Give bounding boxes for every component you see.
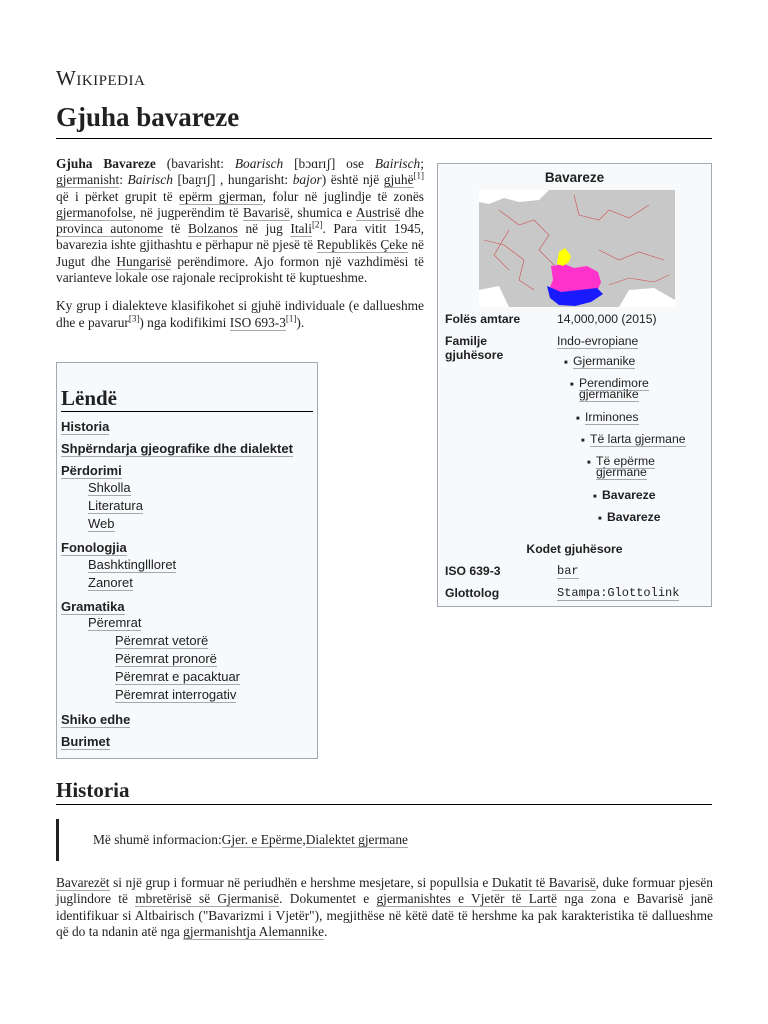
toc-item-gramatika[interactable]: Gramatika [61, 599, 125, 614]
hatnote-link-gjer-eperme[interactable]: Gjer. e Epërme [221, 832, 303, 847]
toc-item-web[interactable]: Web [88, 516, 115, 531]
link-bavarise[interactable]: Bavarisë [242, 204, 290, 220]
citation-2[interactable]: [2] [311, 219, 323, 230]
toc-item-peremrat-vetore[interactable]: Përemrat vetorë [115, 633, 209, 648]
codes-header: Kodet gjuhësore [526, 542, 623, 556]
toc-item-fonologjia[interactable]: Fonologjia [61, 540, 127, 555]
link-eperm-gjerman[interactable]: epërm gjerman [179, 188, 263, 204]
family-tree-item[interactable]: ■ Irminones [585, 412, 639, 423]
intro-paragraph-2: Ky grup i dialekteve klasifikohet si gjuhë individuale (e dallueshme dhe e pavarur[3]) nga kodifikimi ISO 693-3[1]). [56, 298, 424, 330]
toc-item-peremrat[interactable]: Përemrat [88, 615, 142, 630]
link-gjermanishtes-vjeter-larte[interactable]: gjermanishtes e Vjetër të Lartë [376, 891, 557, 907]
link-bavarezet[interactable]: Bavarezët [56, 875, 110, 890]
link-itali[interactable]: Itali [290, 221, 312, 237]
page-title: Gjuha bavareze [56, 102, 240, 132]
link-gjermanofolse[interactable]: gjermanofolse [56, 204, 133, 220]
hatnote [56, 819, 408, 861]
infobox-row-family [445, 334, 704, 534]
family-tree-item[interactable]: ■ Perendimore gjermanike [579, 378, 699, 400]
link-gjuhe[interactable]: gjuhë [383, 172, 414, 188]
family-tree-item: ■ Bavareze [607, 512, 661, 523]
iso-label[interactable]: ISO 639-3 [445, 564, 501, 578]
toc-item-peremrat-pacaktuar[interactable]: Përemrat e pacaktuar [115, 669, 241, 684]
toc-item-perdorimi[interactable]: Përdorimi [61, 463, 122, 478]
link-bolzanos[interactable]: Bolzanos [188, 221, 238, 237]
family-tree-item: ■ Bavareze [602, 490, 656, 501]
article-subject: Gjuha Bavareze [56, 156, 156, 171]
toc-item-literatura[interactable]: Literatura [88, 498, 143, 513]
link-hungarise[interactable]: Hungarisë [116, 253, 172, 269]
citation-1[interactable]: [1] [413, 170, 425, 181]
title-divider [56, 138, 712, 139]
toc-item-bashktingllloret[interactable]: Bashktingllloret [88, 557, 177, 572]
toc-item-zanoret[interactable]: Zanoret [88, 575, 133, 590]
language-infobox [437, 163, 712, 607]
toc-item-burimet[interactable]: Burimet [61, 734, 111, 749]
link-republikes-ceke[interactable]: Republikës Çeke [316, 237, 408, 253]
link-dukatit-te-bavarise[interactable]: Dukatit të Bavarisë [491, 875, 596, 890]
family-tree-item[interactable]: ■ Gjermanike [573, 356, 635, 367]
glottolog-value[interactable]: Stampa:Glottolink [557, 586, 680, 600]
toc-item-historia[interactable]: Historia [61, 419, 110, 434]
link-provinca-autonome[interactable]: provinca autonome [56, 221, 164, 237]
wikipedia-wordmark[interactable]: Wikipedia [56, 66, 146, 90]
link-austrise[interactable]: Austrisë [355, 204, 401, 220]
citation-3[interactable]: [3] [128, 313, 140, 324]
toc-item-shperndarja[interactable]: Shpërndarja gjeografike dhe dialektet [61, 441, 293, 456]
link-iso-693-3[interactable]: ISO 693-3 [229, 314, 286, 330]
hatnote-link-dialektet-gjermane[interactable]: Dialektet gjermane [305, 832, 408, 847]
family-label: Familje gjuhësore [445, 334, 504, 362]
infobox-title: Bavareze [544, 170, 605, 185]
toc-divider [61, 411, 313, 412]
toc-item-shiko-edhe[interactable]: Shiko edhe [61, 712, 131, 727]
speakers-label: Folës amtare [445, 312, 521, 326]
distribution-map[interactable] [479, 190, 675, 307]
table-of-contents [56, 362, 318, 759]
toc-item-peremrat-interrogativ[interactable]: Përemrat interrogativ [115, 687, 237, 702]
glottolog-label[interactable]: Glottolog [445, 586, 500, 600]
link-mbreterise-se-gjermanise[interactable]: mbretërisë së Gjermanisë [135, 891, 280, 907]
intro-paragraph-1: Gjuha Bavareze (bavarisht: Boarisch [bɔɑrɪʃ] ose Bairisch; gjermanisht: Bairisch [baɪ̯rɪʃ] , hungarisht: bajor) është një gjuhë[1] që i përket grupit të epërm gjerman, folur në juglindje të zonës gjermanofolse, në jugperëndim të Bavarisë, shumica e Austrisë dhe provinca autonome të Bolzanos në jug Itali[2]. Para vitit 1945, bavarezia ishte gjithashtu e përhapur në pjesë të Republikës Çeke në Jugut dhe Hungarisë perëndimore. Ajo formon një vazhdimësi të varianteve lokale ose rajonale reciprokisht të kuptueshme. [56, 156, 425, 286]
family-tree-item[interactable]: ■ Të epërme gjermane [596, 456, 676, 478]
family-tree-item[interactable]: ■ Të larta gjermane [590, 434, 686, 445]
family-root-link[interactable]: Indo-evropiane [557, 334, 639, 348]
section-divider [56, 804, 712, 805]
section-heading-historia: Historia [56, 778, 130, 802]
toc-item-shkolla[interactable]: Shkolla [88, 480, 131, 495]
historia-paragraph: Bavarezët si një grup i formuar në periudhën e hershme mesjetare, si popullsia e Dukatit të Bavarisë, duke formuar pjesën juglindore të mbretërisë së Gjermanisë. Dokumentet e gjermanishtes e Vjetër të Lartë nga zona e Bavarisë janë identifikuar si Altbairisch ("Bavarizmi i Vjetër"), megjithëse në këtë datë të hershme ka pak karakteristika të dallueshme që do ta ndanin atë nga gjermanishtja Alemannike. [56, 875, 713, 939]
speakers-value: 14,000,000 (2015) [557, 312, 657, 326]
toc-item-peremrat-pronore[interactable]: Përemrat pronorë [115, 651, 217, 666]
hatnote-text: Më shumë informacion:Gjer. e Epërme,Dialektet gjermane [93, 832, 408, 847]
iso-value[interactable]: bar [557, 564, 579, 578]
citation-1b[interactable]: [1] [285, 313, 297, 324]
link-gjermanisht[interactable]: gjermanisht [56, 172, 120, 188]
intro-section [56, 156, 424, 343]
toc-title: Lëndë [61, 386, 118, 410]
link-gjermanishtja-alemannike[interactable]: gjermanishtja Alemannike [183, 923, 325, 939]
